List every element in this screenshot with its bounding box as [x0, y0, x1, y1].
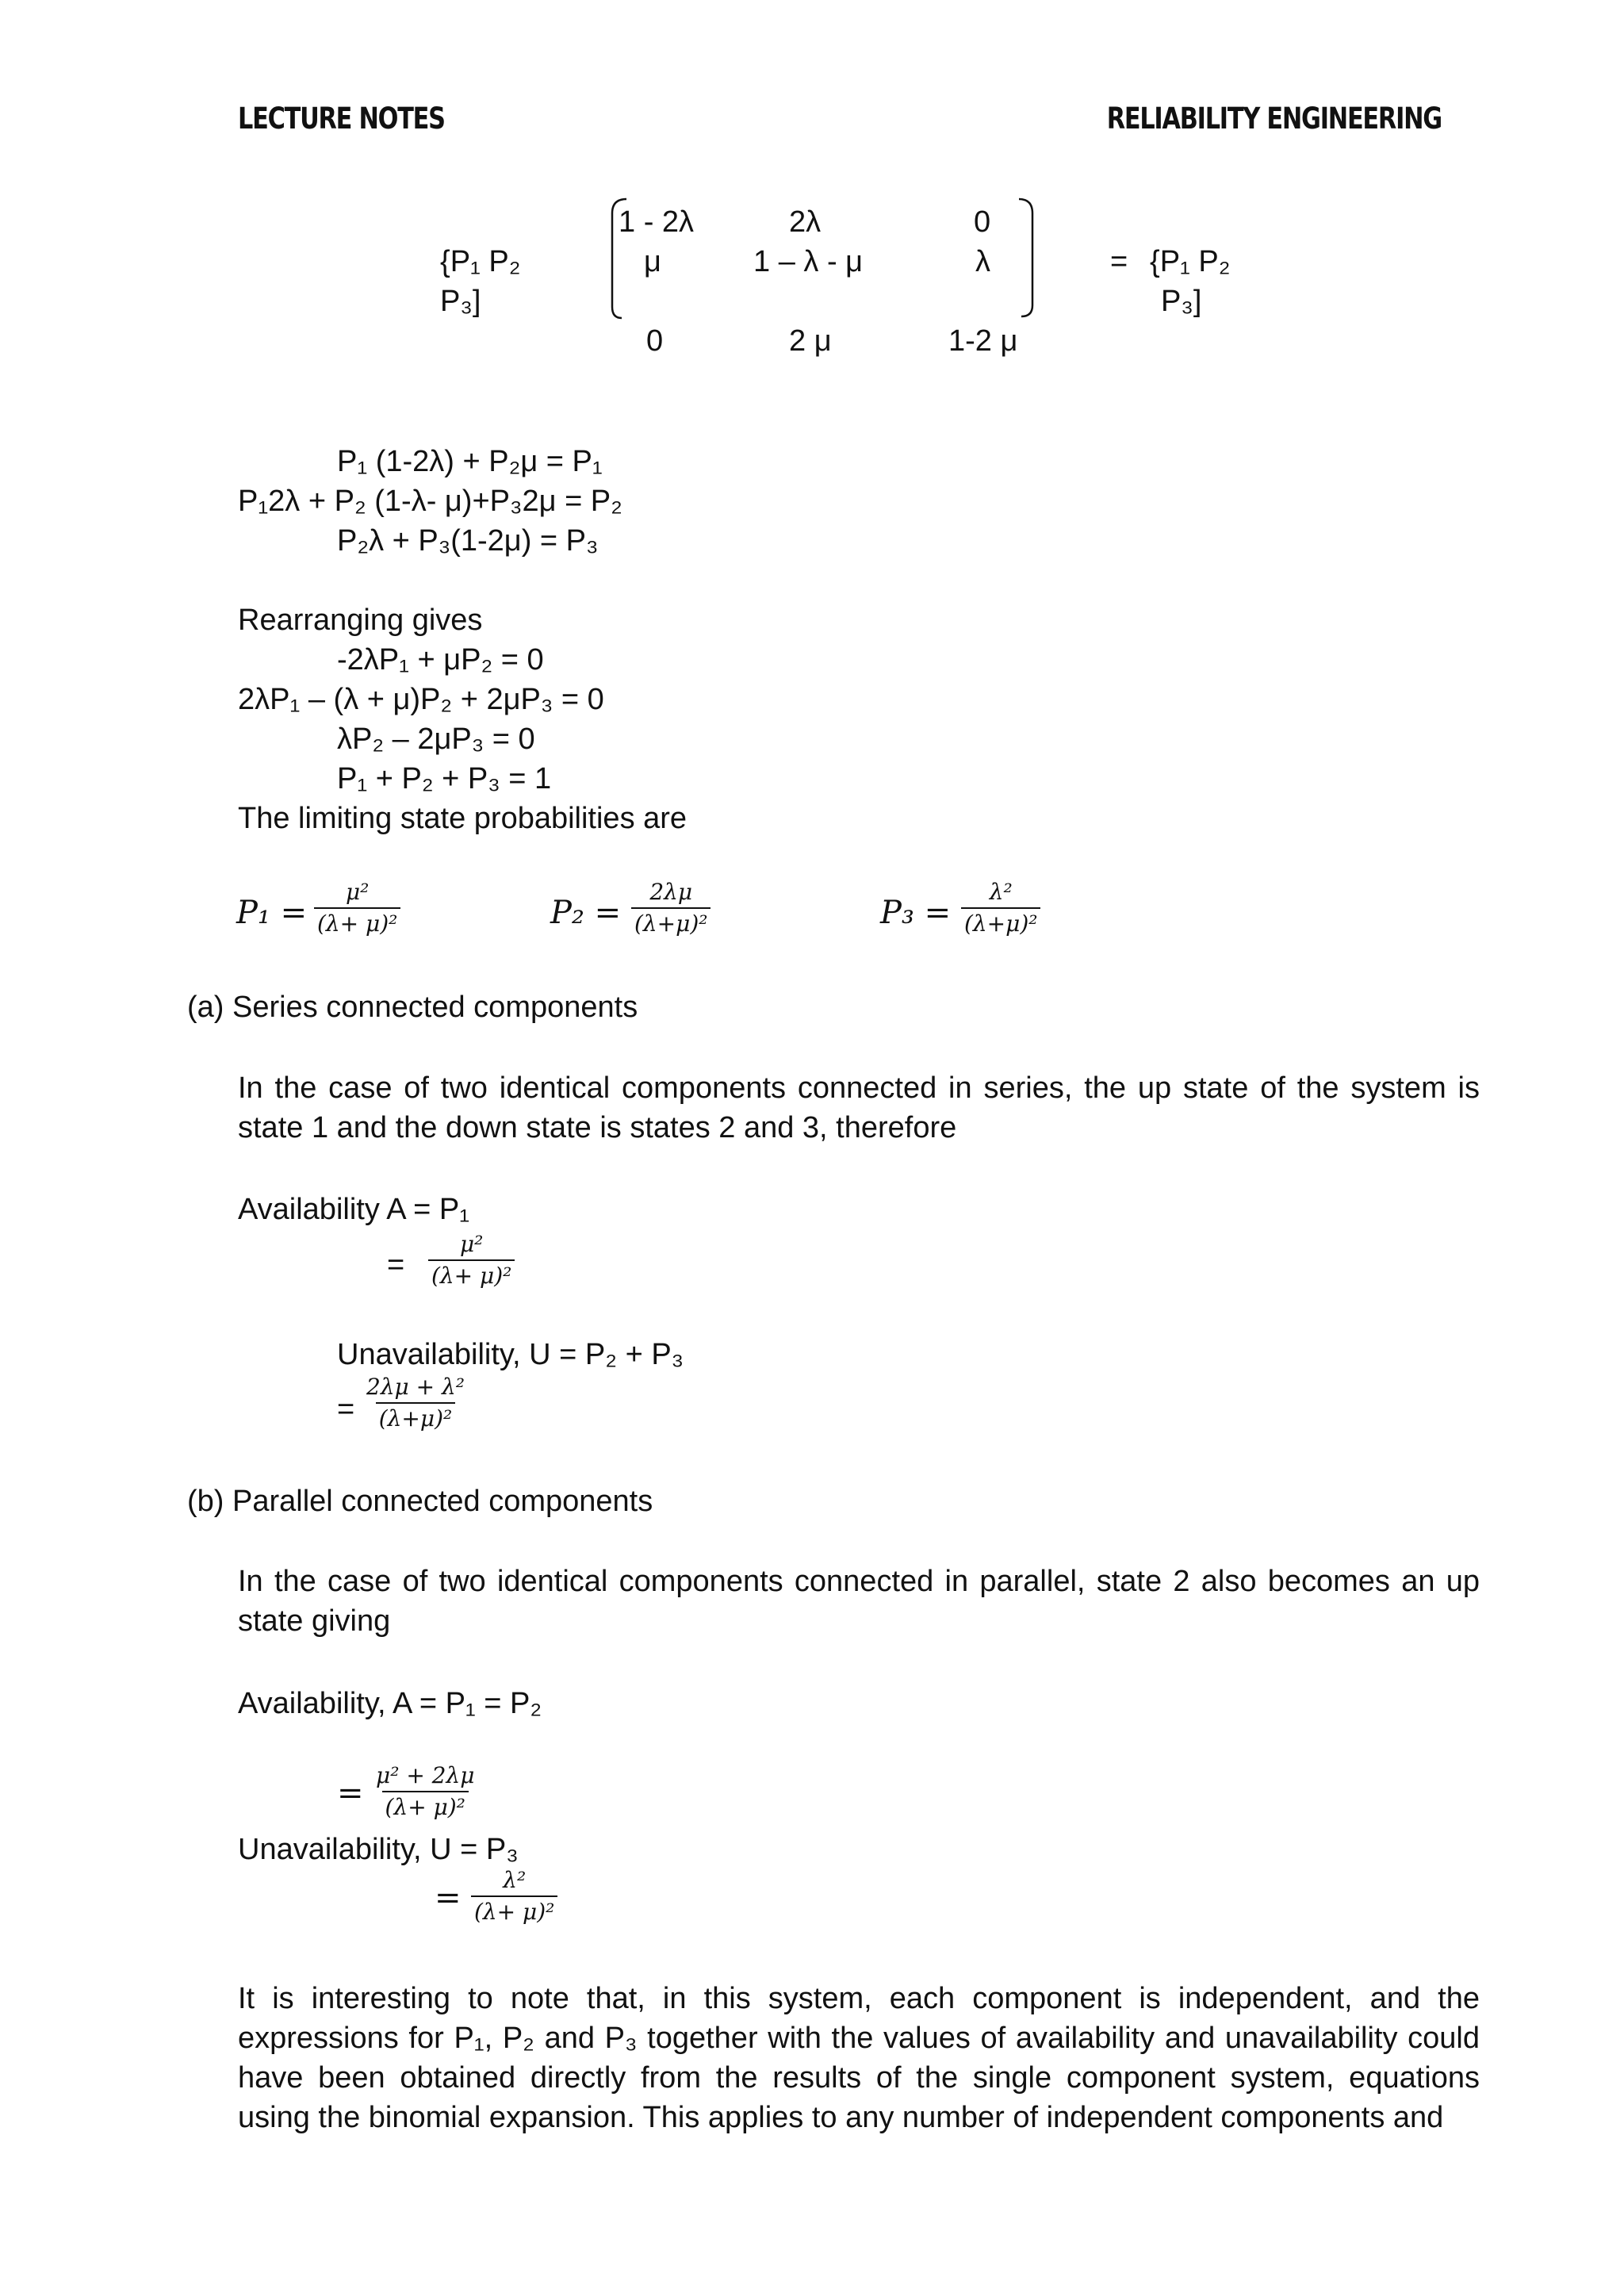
balance-eq-2: P₁2λ + P₂ (1-λ- μ)+P₃2μ = P₂: [238, 485, 622, 518]
parallel-unavailability-denominator: (λ+ μ)²: [471, 1895, 557, 1926]
series-unavailability-equals: =: [337, 1393, 355, 1426]
matrix-cell-2-3: λ: [975, 245, 990, 278]
limiting-label: The limiting state probabilities are: [238, 802, 688, 835]
matrix-cell-1-3: 0: [974, 205, 991, 239]
section-b-paragraph: In the case of two identical components connected in parallel, state 2 also becomes an up state giving: [238, 1565, 1480, 1638]
matrix-cell-1-1: 1 - 2λ: [619, 205, 695, 239]
section-a-heading: (a) Series connected components: [187, 991, 638, 1024]
matrix-cell-2-1: μ: [644, 245, 661, 278]
rearranged-eq-4: P₁ + P₂ + P₃ = 1: [337, 762, 552, 795]
balance-eq-3: P₂λ + P₃(1-2μ) = P₃: [337, 524, 599, 558]
parallel-availability-equals: =: [337, 1775, 364, 1811]
parallel-unavailability-equals: =: [435, 1880, 462, 1916]
row-vector-right-tail: P₃]: [1161, 285, 1202, 318]
series-availability-label: Availability A = P₁: [238, 1193, 470, 1226]
p1-fraction: [314, 879, 400, 937]
p1-lhs: P₁ =: [236, 895, 308, 931]
series-availability-fraction: [428, 1231, 515, 1290]
matrix-cell-1-2: 2λ: [789, 205, 822, 239]
matrix-cell-3-2: 2 μ: [789, 324, 832, 358]
header-right: RELIABILITY ENGINEERING: [1106, 102, 1442, 136]
series-unavailability-label: Unavailability, U = P₂ + P₃: [337, 1338, 684, 1371]
rearranged-eq-2: 2λP₁ – (λ + μ)P₂ + 2μP₃ = 0: [238, 683, 604, 716]
series-availability-numerator: μ²: [459, 1231, 484, 1257]
p3-denominator: (λ+μ)²: [961, 907, 1040, 937]
p3-lhs: P₃ =: [880, 895, 952, 931]
row-vector-right: {P₁ P₂: [1150, 245, 1231, 278]
parallel-unavailability-fraction: [471, 1867, 557, 1926]
row-vector-left: {P₁ P₂: [440, 245, 521, 278]
parallel-unavailability-label: Unavailability, U = P₃: [238, 1833, 519, 1866]
parallel-unavailability-numerator: λ²: [503, 1867, 527, 1893]
matrix-equals: =: [1110, 245, 1128, 278]
series-availability-denominator: (λ+ μ)²: [428, 1259, 515, 1290]
p3-fraction: [961, 879, 1040, 937]
p3-numerator: λ²: [989, 879, 1013, 905]
parallel-availability-numerator: μ² + 2λμ: [376, 1762, 475, 1788]
p2-fraction: [631, 879, 710, 937]
rearranging-label: Rearranging gives: [238, 604, 483, 637]
section-a-paragraph: In the case of two identical components connected in series, the up state of the system is state 1 and the down state is states 2 and 3, therefore: [238, 1071, 1480, 1144]
parallel-availability-label: Availability, A = P₁ = P₂: [238, 1687, 542, 1720]
parallel-availability-denominator: (λ+ μ)²: [382, 1791, 469, 1821]
header-left: LECTURE NOTES: [238, 102, 445, 136]
matrix-cell-2-2: 1 – λ - μ: [753, 245, 864, 278]
row-vector-left-tail: P₃]: [440, 285, 481, 318]
series-unavailability-denominator: (λ+μ)²: [376, 1402, 455, 1432]
series-availability-equals: =: [387, 1248, 405, 1282]
parallel-availability-fraction: [373, 1762, 477, 1821]
p2-numerator: 2λμ: [649, 879, 693, 905]
rearranged-eq-1: -2λP₁ + μP₂ = 0: [337, 643, 544, 677]
balance-eq-1: P₁ (1-2λ) + P₂μ = P₁: [337, 445, 603, 478]
series-unavailability-numerator: 2λμ + λ²: [366, 1374, 465, 1400]
series-unavailability-fraction: [363, 1374, 468, 1432]
p1-denominator: (λ+ μ)²: [314, 907, 400, 937]
p2-lhs: P₂ =: [550, 895, 622, 931]
matrix-cell-3-1: 0: [646, 324, 664, 358]
matrix-cell-3-3: 1-2 μ: [948, 324, 1018, 358]
p2-denominator: (λ+μ)²: [631, 907, 710, 937]
closing-paragraph: It is interesting to note that, in this system, each component is independent, and the expressions for P₁, P₂ and P₃ together with the values of availability and unavailability could have been obtained directly from the results of the single component system, equations using the binomial expansion. This applies to any number of independent components and: [238, 1982, 1480, 2134]
section-b-heading: (b) Parallel connected components: [187, 1485, 653, 1518]
rearranged-eq-3: λP₂ – 2μP₃ = 0: [337, 723, 535, 756]
p1-numerator: μ²: [345, 879, 370, 905]
